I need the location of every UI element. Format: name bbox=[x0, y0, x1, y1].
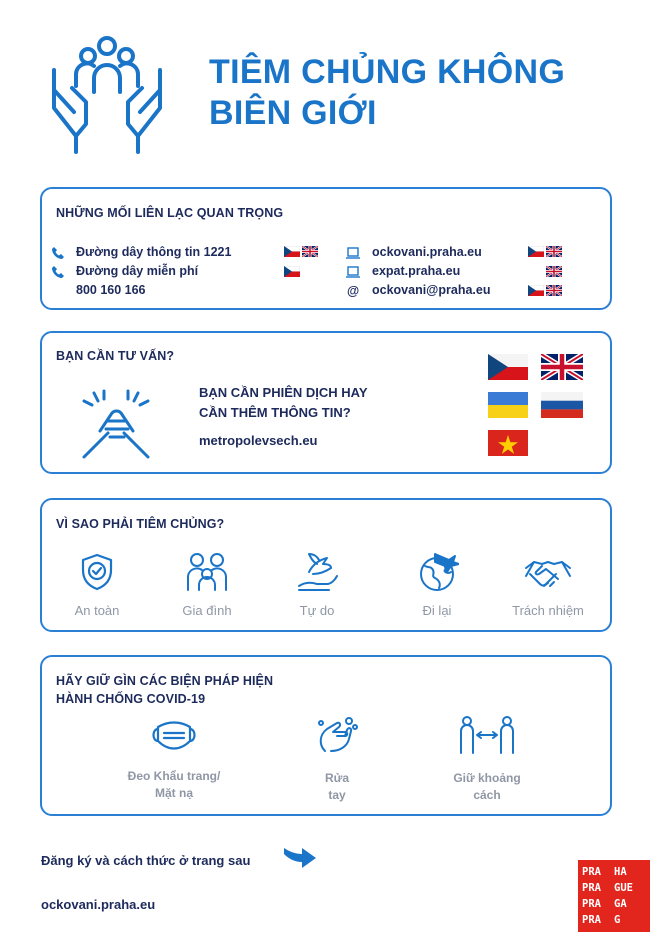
globe-plane-icon bbox=[415, 552, 459, 592]
advice-title: BẠN CẦN TƯ VẤN? bbox=[56, 349, 175, 363]
benefit-label: Tự do bbox=[299, 603, 335, 618]
benefit-family bbox=[152, 552, 262, 618]
logo-text: GA bbox=[614, 898, 627, 910]
benefit-label: Gia đình bbox=[182, 603, 232, 618]
distance-icon bbox=[457, 715, 517, 755]
czech-flag-icon bbox=[528, 285, 544, 296]
laptop-icon bbox=[345, 265, 361, 279]
at-icon: @ bbox=[347, 284, 360, 298]
family-icon bbox=[185, 552, 229, 592]
uk-flag-icon bbox=[546, 266, 562, 277]
ukraine-flag-icon bbox=[488, 392, 528, 418]
dove-hand-icon bbox=[295, 552, 339, 592]
contacts-card bbox=[40, 187, 612, 310]
title-line-2: BIÊN GIỚI bbox=[209, 94, 377, 132]
footer-website[interactable]: ockovani.praha.eu bbox=[41, 897, 156, 912]
advice-card bbox=[40, 331, 612, 474]
benefit-label: Đi lại bbox=[422, 603, 452, 618]
benefit-label: Trách nhiệm bbox=[512, 603, 584, 618]
measure-label-line-2: tay bbox=[328, 788, 346, 802]
czech-flag-icon bbox=[284, 246, 300, 257]
email-link[interactable]: ockovani@praha.eu bbox=[372, 283, 491, 297]
hotline-info[interactable]: Đường dây thông tin 1221 bbox=[76, 245, 232, 259]
uk-flag-icon bbox=[546, 246, 562, 257]
measure-mask bbox=[104, 719, 244, 802]
hotline-free-number[interactable]: 800 160 166 bbox=[76, 283, 146, 297]
hotline-free[interactable]: Đường dây miễn phí bbox=[76, 264, 199, 278]
why-card bbox=[40, 498, 612, 632]
logo-text: PRA bbox=[582, 882, 601, 894]
title-line-1: TIÊM CHỦNG KHÔNG bbox=[209, 53, 566, 91]
praha-logo bbox=[578, 860, 650, 932]
arrow-right-icon bbox=[282, 844, 318, 872]
next-page-link[interactable]: Đăng ký và cách thức ở trang sau bbox=[41, 853, 251, 868]
measure-label-line-1: Đeo Khẩu trang/ bbox=[127, 769, 221, 783]
measure-label-line-2: Mặt nạ bbox=[154, 786, 193, 800]
advice-link[interactable]: metropolevsech.eu bbox=[199, 433, 318, 448]
handshake-support-icon bbox=[76, 385, 156, 465]
uk-flag-icon bbox=[546, 285, 562, 296]
handshake-icon bbox=[524, 552, 572, 592]
measure-label-line-1: Giữ khoảng bbox=[453, 771, 521, 785]
benefit-travel bbox=[382, 552, 492, 618]
why-title: VÌ SAO PHẢI TIÊM CHỦNG? bbox=[56, 517, 225, 531]
logo-text: PRA bbox=[582, 898, 601, 910]
czech-flag-icon bbox=[488, 354, 528, 380]
measures-card bbox=[40, 655, 612, 816]
measure-handwash bbox=[282, 715, 392, 804]
czech-flag-icon bbox=[284, 266, 300, 277]
logo-text: G bbox=[614, 914, 621, 926]
advice-line-2: CẦN THÊM THÔNG TIN? bbox=[199, 405, 351, 420]
measure-label-line-1: Rửa bbox=[324, 771, 350, 785]
hand-wash-icon bbox=[315, 715, 359, 755]
advice-line-1: BẠN CẦN PHIÊN DỊCH HAY bbox=[199, 385, 368, 400]
vietnam-flag-icon bbox=[488, 430, 528, 456]
website-ockovani[interactable]: ockovani.praha.eu bbox=[372, 245, 482, 259]
face-mask-icon bbox=[150, 719, 198, 755]
russia-flag-icon bbox=[541, 392, 583, 418]
shield-check-icon bbox=[77, 552, 117, 592]
benefit-safety bbox=[42, 552, 152, 618]
benefit-responsibility bbox=[492, 552, 604, 618]
logo-text: PRA bbox=[582, 866, 601, 878]
phone-icon bbox=[51, 265, 65, 279]
website-expat[interactable]: expat.praha.eu bbox=[372, 264, 461, 278]
logo-text: PRA bbox=[582, 914, 601, 926]
measures-title-2: HÀNH CHỐNG COVID-19 bbox=[56, 692, 206, 706]
contacts-title: NHỮNG MỐI LIÊN LẠC QUAN TRỌNG bbox=[56, 206, 284, 220]
czech-flag-icon bbox=[528, 246, 544, 257]
measures-title-1: HÃY GIỮ GÌN CÁC BIỆN PHÁP HIỆN bbox=[56, 674, 274, 688]
phone-icon bbox=[51, 246, 65, 260]
uk-flag-icon bbox=[302, 246, 318, 257]
benefit-label: An toàn bbox=[74, 603, 120, 618]
logo-text: HA bbox=[614, 866, 627, 878]
uk-flag-icon bbox=[541, 354, 583, 380]
hands-people-icon bbox=[44, 30, 170, 156]
page-title bbox=[209, 52, 639, 134]
measure-label-line-2: cách bbox=[473, 788, 501, 802]
logo-text: GUE bbox=[614, 882, 633, 894]
laptop-icon bbox=[345, 246, 361, 260]
benefit-freedom bbox=[262, 552, 372, 618]
measure-distance bbox=[422, 715, 552, 804]
